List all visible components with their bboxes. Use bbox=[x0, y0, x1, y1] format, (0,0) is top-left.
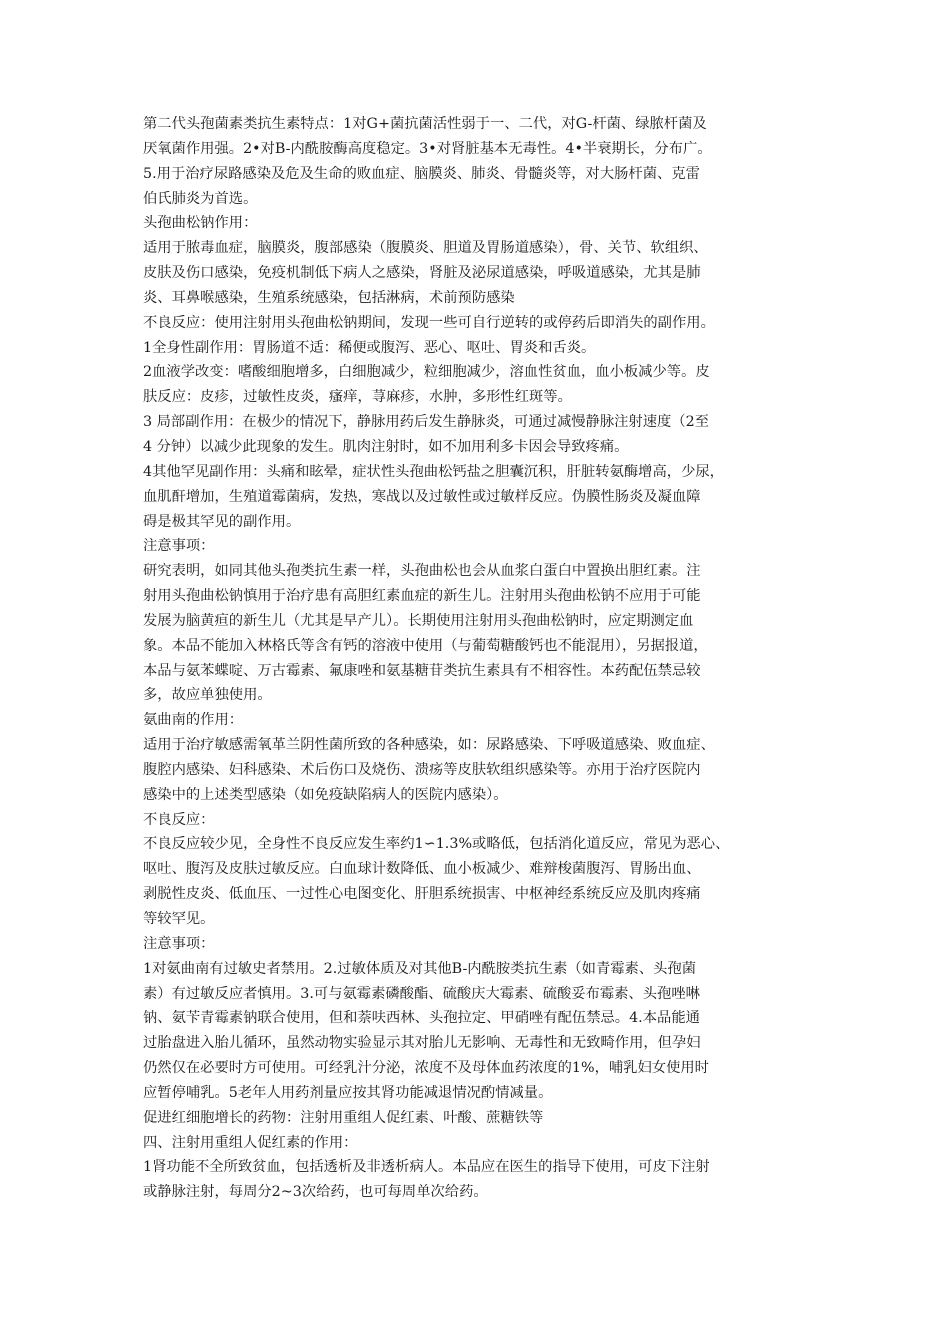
text-line: 注意事项： bbox=[143, 538, 215, 555]
text-line: 氨曲南的作用： bbox=[143, 712, 244, 729]
text-line: 2血液学改变：嗜酸细胞增多，白细胞减少，粒细胞减少，溶血性贫血，血小板减少等。皮 bbox=[143, 364, 710, 381]
text-line: 炎、耳鼻喉感染，生殖系统感染，包括淋病，术前预防感染 bbox=[143, 289, 515, 306]
text-line: 头孢曲松钠作用： bbox=[143, 215, 258, 232]
text-line: 多，故应单独使用。 bbox=[143, 687, 272, 704]
text-line: 发展为脑黄疸的新生儿（尤其是早产儿）。长期使用注射用头孢曲松钠时，应定期测定血 bbox=[143, 612, 694, 629]
text-line: 第二代头孢菌素类抗生素特点：1对G+菌抗菌活性弱于一、二代，对G-杆菌、绿脓杆菌及 bbox=[143, 116, 707, 132]
text-line: 本品与氨苯蝶啶、万古霉素、氟康唑和氨基糖苷类抗生素具有不相容性。本药配伍禁忌较 bbox=[143, 662, 701, 679]
text-line: 或静脉注射，每周分2~3次给药，也可每周单次给药。 bbox=[143, 1184, 488, 1201]
text-line: 研究表明，如同其他头孢类抗生素一样，头孢曲松也会从血浆白蛋白中置换出胆红素。注 bbox=[143, 563, 701, 580]
text-line: 血肌酐增加，生殖道霉菌病，发热，寒战以及过敏性或过敏样反应。伪膜性肠炎及凝血障 bbox=[143, 488, 701, 505]
text-line: 促进红细胞增长的药物：注射用重组人促红素、叶酸、蔗糖铁等 bbox=[143, 1109, 544, 1126]
text-line: 1肾功能不全所致贫血，包括透析及非透析病人。本品应在医生的指导下使用，可皮下注射 bbox=[143, 1159, 710, 1176]
text-line: 伯氏肺炎为首选。 bbox=[143, 190, 258, 207]
text-line: 4其他罕见副作用：头痛和眩晕，症状性头孢曲松钙盐之胆囊沉积，肝脏转氨酶增高，少尿， bbox=[143, 463, 724, 480]
text-line: 不良反应：使用注射用头孢曲松钠期间，发现一些可自行逆转的或停药后即消失的副作用。 bbox=[143, 314, 715, 331]
text-line: 1对氨曲南有过敏史者禁用。2.过敏体质及对其他B-内酰胺类抗生素（如青霉素、头孢菌 bbox=[143, 960, 697, 977]
text-line: 注意事项： bbox=[143, 935, 215, 952]
text-line: 适用于治疗敏感需氧革兰阴性菌所致的各种感染，如：尿路感染、下呼吸道感染、败血症、 bbox=[143, 737, 715, 754]
text-line: 厌氧菌作用强。2•对B-内酰胺酶高度稳定。3•对肾脏基本无毒性。4•半衰期长，分布广。 bbox=[143, 140, 712, 157]
text-line: 5.用于治疗尿路感染及危及生命的败血症、脑膜炎、肺炎、骨髓炎等，对大肠杆菌、克雷 bbox=[143, 165, 700, 182]
text-line: 3 局部副作用：在极少的情况下，静脉用药后发生静脉炎，可通过减慢静脉注射速度（2至 bbox=[143, 414, 710, 431]
text-line: 4 分钟）以减少此现象的发生。肌肉注射时，如不加用利多卡因会导致疼痛。 bbox=[143, 438, 629, 455]
text-line: 肤反应：皮疹，过敏性皮炎，瘙痒，荨麻疹，水肿，多形性红斑等。 bbox=[143, 389, 572, 406]
text-line: 1全身性副作用：胃肠道不适：稀便或腹泻、恶心、呕吐、胃炎和舌炎。 bbox=[143, 339, 596, 356]
text-line: 素）有过敏反应者慎用。3.可与氨霉素磷酸酯、硫酸庆大霉素、硫酸妥布霉素、头孢唑啉 bbox=[143, 985, 700, 1002]
text-line: 过胎盘进入胎儿循环，虽然动物实验显示其对胎儿无影响、无毒性和无致畸作用，但孕妇 bbox=[143, 1035, 701, 1052]
text-line: 碍是极其罕见的副作用。 bbox=[143, 513, 301, 530]
text-line: 适用于脓毒血症，脑膜炎，腹部感染（腹膜炎、胆道及胃肠道感染），骨、关节、软组织、 bbox=[143, 240, 708, 257]
document-body bbox=[143, 112, 823, 1205]
text-line: 仍然仅在必要时方可使用。可经乳汁分泌，浓度不及母体血药浓度的1%，哺乳妇女使用时 bbox=[143, 1060, 709, 1077]
text-line: 呕吐、腹泻及皮肤过敏反应。白血球计数降低、血小板减少、难辩梭菌腹泻、胃肠出血、 bbox=[143, 861, 701, 878]
text-line: 四、注射用重组人促红素的作用： bbox=[143, 1134, 358, 1151]
text-line: 象。本品不能加入林格氏等含有钙的溶液中使用（与葡萄糖酸钙也不能混用），另据报道， bbox=[143, 637, 708, 654]
text-line: 皮肤及伤口感染，免疫机制低下病人之感染，肾脏及泌尿道感染，呼吸道感染，尤其是肺 bbox=[143, 265, 701, 282]
text-line: 剥脱性皮炎、低血压、一过性心电图变化、肝胆系统损害、中枢神经系统反应及肌肉疼痛 bbox=[143, 886, 701, 903]
text-line: 不良反应较少见，全身性不良反应发生率约1∽1.3%或略低，包括消化道反应，常见为恶心、 bbox=[143, 836, 730, 853]
text-line: 钠、氨苄青霉素钠联合使用，但和萘呋西林、头孢拉定、甲硝唑有配伍禁忌。4.本品能通 bbox=[143, 1010, 700, 1027]
text-line: 腹腔内感染、妇科感染、术后伤口及烧伤、溃疡等皮肤软组织感染等。亦用于治疗医院内 bbox=[143, 761, 701, 778]
text-line: 应暂停哺乳。5老年人用药剂量应按其肾功能减退情况酌情减量。 bbox=[143, 1084, 553, 1101]
text-line: 感染中的上述类型感染（如免疫缺陷病人的医院内感染）。 bbox=[143, 786, 508, 803]
text-line: 等较罕见。 bbox=[143, 911, 215, 927]
text-line: 射用头孢曲松钠慎用于治疗患有高胆红素血症的新生儿。注射用头孢曲松钠不应用于可能 bbox=[143, 588, 701, 605]
text-line: 不良反应： bbox=[143, 811, 215, 828]
